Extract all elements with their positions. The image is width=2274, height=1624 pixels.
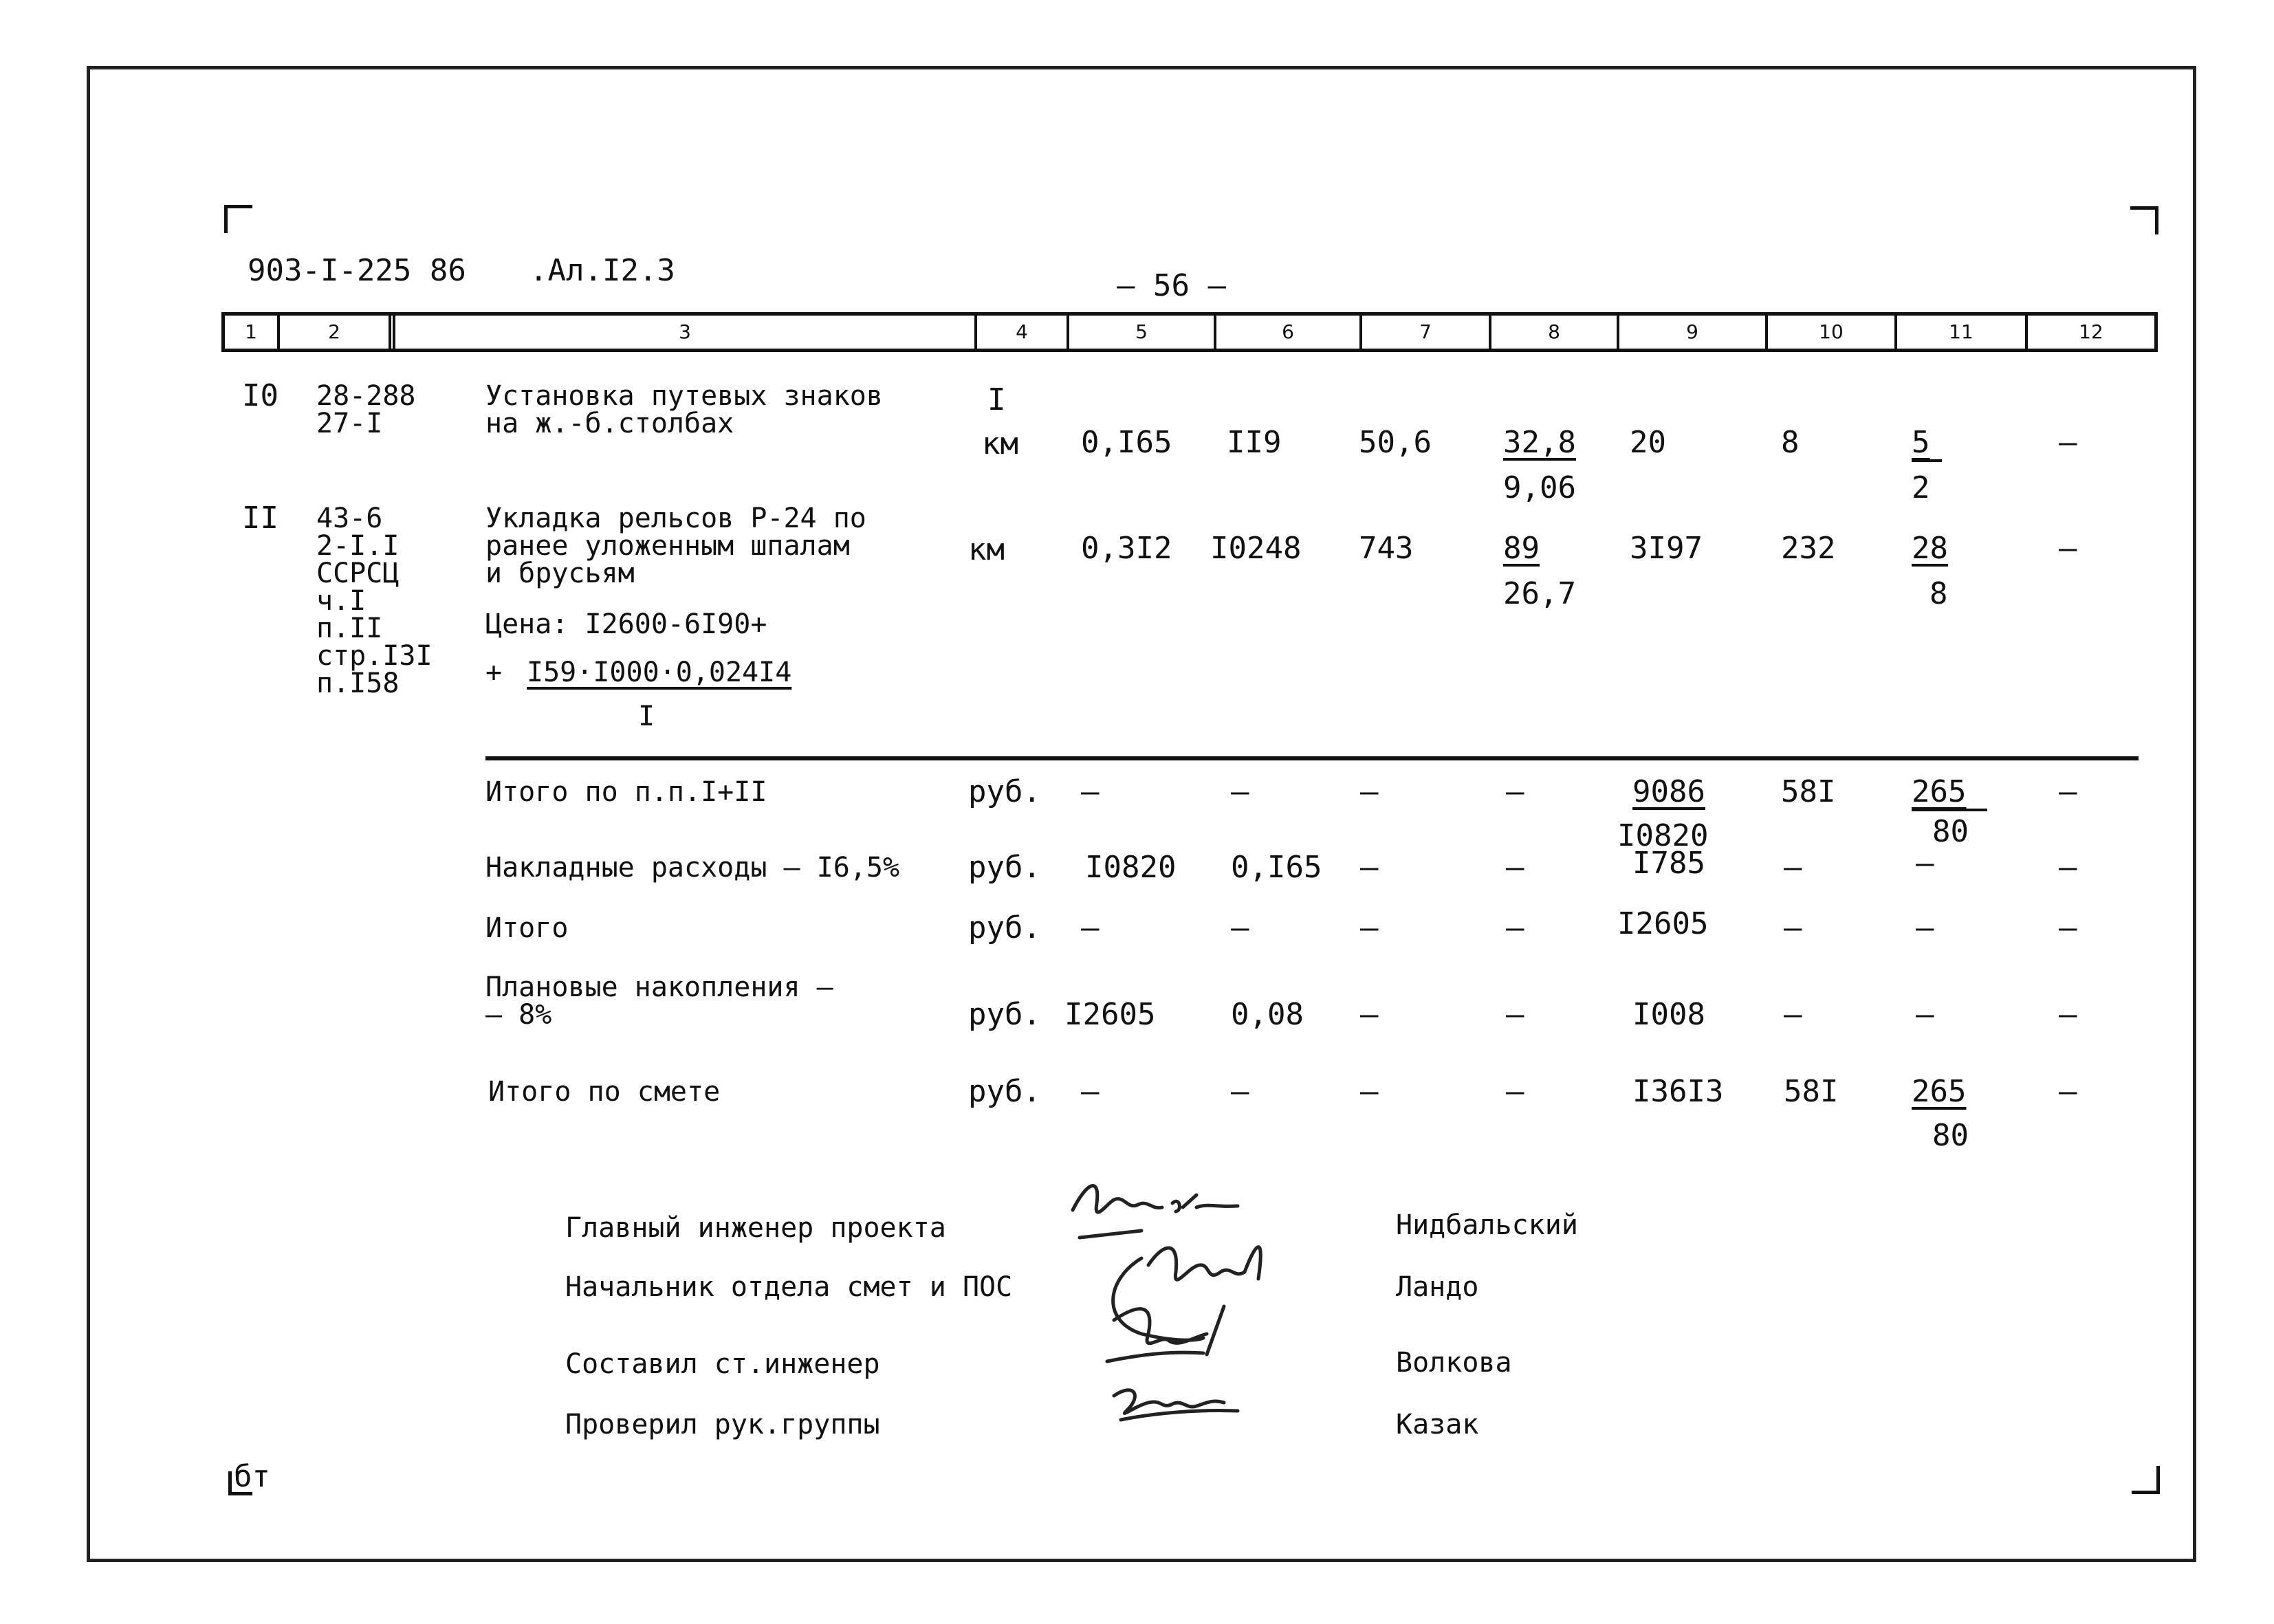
unit: км	[968, 532, 1005, 567]
cell-col7: 743	[1359, 531, 1414, 566]
cell-col11-top: 265	[1912, 774, 1967, 809]
price-formula-denominator: I	[638, 701, 655, 732]
cell-col12: –	[2059, 531, 2077, 566]
work-description: на ж.-б.столбах	[485, 408, 734, 439]
norm-code: п.II	[316, 613, 383, 644]
cell-col6: II9	[1227, 425, 1282, 460]
cell-col5: I0820	[1085, 850, 1177, 885]
signature-role: Составил ст.инженер	[565, 1348, 880, 1380]
cell-col10: 58I	[1784, 1074, 1839, 1109]
cell-col10: –	[1784, 997, 1802, 1032]
row-number: I0	[242, 378, 278, 413]
cell-col10: 58I	[1781, 774, 1836, 809]
norm-code: ССРСЦ	[316, 558, 400, 589]
price-formula: Цена: I2600-6I90+	[485, 608, 767, 640]
signature-role: Главный инженер проекта	[565, 1212, 946, 1244]
cell-col9: 20	[1630, 425, 1666, 460]
cell-col10: 232	[1781, 531, 1836, 566]
cell-col5: –	[1081, 774, 1100, 809]
cell-col8: –	[1506, 1074, 1524, 1109]
cell-col12: –	[2059, 850, 2077, 885]
cell-col6: 0,I65	[1231, 850, 1322, 885]
handwritten-signature	[1059, 1162, 1362, 1464]
norm-code: стр.I3I	[316, 640, 433, 672]
work-description: и брусьям	[485, 558, 635, 589]
column-header: 6	[1216, 316, 1362, 349]
column-header-row	[221, 312, 2158, 352]
norm-code: 28-288	[316, 380, 416, 412]
corner-mark-top-right	[2130, 206, 2158, 234]
cell-col11-top: 265	[1912, 1074, 1967, 1109]
cell-col5: –	[1081, 910, 1100, 945]
cell-col8-bottom: 9,06	[1503, 470, 1576, 505]
cell-col11-bottom: 2	[1912, 470, 1930, 505]
signature-name: Ландо	[1396, 1271, 1479, 1303]
cell-col9: I008	[1632, 997, 1705, 1032]
row-number: II	[242, 501, 278, 536]
cell-col8-top: 32,8	[1503, 425, 1576, 460]
totals-unit: руб.	[968, 850, 1041, 885]
album-number: .Ал.I2.3	[529, 253, 675, 288]
totals-unit: руб.	[968, 997, 1041, 1032]
cell-col11-bottom: 8	[1929, 576, 1948, 611]
cell-col7: –	[1360, 774, 1379, 809]
totals-label: Накладные расходы – I6,5%	[485, 852, 900, 884]
totals-label: Плановые накопления –	[485, 972, 833, 1003]
column-header: 1	[225, 316, 280, 349]
totals-unit: руб.	[968, 910, 1041, 945]
column-header: 4	[977, 316, 1069, 349]
column-header: 7	[1362, 316, 1491, 349]
cell-col11-underline	[1912, 459, 1942, 462]
cell-col12: –	[2059, 997, 2077, 1032]
totals-divider	[485, 756, 2139, 760]
norm-code: 43-6	[316, 503, 383, 534]
cell-col6: I0248	[1210, 531, 1302, 566]
column-header: 2	[280, 316, 391, 349]
cell-col7: –	[1360, 1074, 1379, 1109]
cell-col9: I36I3	[1632, 1074, 1724, 1109]
cell-col8: –	[1506, 774, 1524, 809]
column-header: 9	[1619, 316, 1768, 349]
cell-col11-bottom: 80	[1932, 1118, 1969, 1153]
cell-col12: –	[2059, 910, 2077, 945]
unit: км	[982, 426, 1018, 461]
cell-col10: –	[1784, 910, 1802, 945]
cell-col10: 8	[1781, 425, 1800, 460]
page-number: — 56 —	[1117, 268, 1226, 303]
price-formula-numerator: I59·I000·0,024I4	[527, 657, 792, 688]
cell-col8: –	[1506, 850, 1524, 885]
norm-code: 27-I	[316, 408, 383, 439]
cell-col8: –	[1506, 910, 1524, 945]
cell-col7: –	[1360, 997, 1379, 1032]
signature-name: Казак	[1396, 1409, 1479, 1440]
cell-col11: –	[1916, 910, 1934, 945]
column-header: 10	[1768, 316, 1897, 349]
cell-col12: –	[2059, 425, 2077, 460]
cell-col6: –	[1231, 1074, 1249, 1109]
totals-label: Итого	[485, 912, 569, 944]
cell-col8-top: 89	[1503, 531, 1540, 566]
cell-col7: –	[1360, 850, 1379, 885]
work-description: Укладка рельсов Р-24 по	[485, 503, 866, 534]
cell-col9: 9086	[1632, 774, 1705, 809]
cell-col12: –	[2059, 774, 2077, 809]
cell-col5: –	[1081, 1074, 1100, 1109]
norm-code: ч.I	[316, 585, 367, 617]
totals-label: Итого по смете	[488, 1076, 721, 1108]
cell-col7: 50,6	[1359, 425, 1432, 460]
cell-col11-top: 28	[1912, 531, 1948, 566]
corner-mark-top-left	[224, 205, 252, 233]
doc-code: 903-I-225 86	[248, 253, 466, 288]
signature-name: Нидбальский	[1396, 1209, 1578, 1241]
cell-col5: I2605	[1064, 997, 1156, 1032]
totals-unit: руб.	[968, 1074, 1041, 1109]
cell-col11-bottom: 80	[1932, 814, 1969, 849]
cell-col5: 0,I65	[1081, 425, 1172, 460]
cell-col8-bottom: 26,7	[1503, 576, 1576, 611]
signature-role: Проверил рук.группы	[565, 1409, 880, 1440]
column-header: 8	[1491, 316, 1619, 349]
cell-col9: I2605	[1617, 906, 1709, 941]
norm-code: 2-I.I	[316, 530, 400, 562]
totals-unit: руб.	[968, 774, 1041, 809]
column-header: 5	[1069, 316, 1216, 349]
unit-quantity: I	[987, 382, 1006, 417]
totals-label: Итого по п.п.I+II	[485, 776, 767, 808]
cell-col5: 0,3I2	[1081, 531, 1172, 566]
cell-col12: –	[2059, 1074, 2077, 1109]
cell-col11: –	[1916, 997, 1934, 1032]
signature-role: Начальник отдела смет и ПОС	[565, 1271, 1013, 1303]
cell-col9: I785	[1632, 846, 1705, 881]
norm-code: п.I58	[316, 668, 400, 699]
cell-col9: 3I97	[1630, 531, 1703, 566]
cell-col6: –	[1231, 910, 1249, 945]
totals-label-continued: – 8%	[485, 999, 552, 1031]
cell-col11-top: 5	[1912, 425, 1930, 460]
corner-mark-label: бт	[234, 1459, 270, 1494]
cell-col6: 0,08	[1231, 997, 1304, 1032]
signature-name: Волкова	[1396, 1347, 1512, 1379]
cell-col11-underline	[1912, 809, 1987, 811]
cell-col11: –	[1916, 846, 1934, 881]
cell-col7: –	[1360, 910, 1379, 945]
cell-col8: –	[1506, 997, 1524, 1032]
column-header: 11	[1897, 316, 2028, 349]
cell-col10: –	[1784, 850, 1802, 885]
work-description: Установка путевых знаков	[485, 380, 883, 412]
column-header: 3	[395, 316, 977, 349]
cell-col6: –	[1231, 774, 1249, 809]
corner-mark-bottom-right	[2132, 1466, 2160, 1494]
work-description: ранее уложенным шпалам	[485, 530, 850, 562]
cell-col9-top: I0820	[1617, 818, 1709, 853]
column-header: 12	[2079, 320, 2103, 343]
price-formula-prefix: +	[485, 657, 519, 688]
